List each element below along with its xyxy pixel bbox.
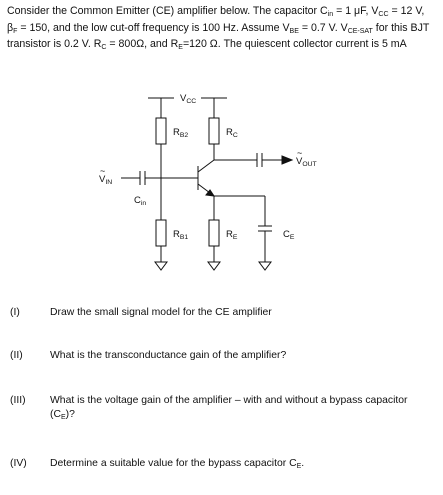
rc-sub: C: [101, 44, 107, 52]
beta-sub: F: [13, 27, 18, 35]
question-number: (IV): [10, 458, 27, 469]
re-sub: E: [178, 44, 183, 52]
intro-text: =120 Ω. The quiescent collector current is 5 mA: [182, 38, 407, 51]
question-number: (I): [10, 307, 20, 318]
intro-text: for this BJT transistor is 0.2 V. R: [7, 21, 430, 51]
question-text: What is the voltage gain of the amplifier – with and without a bypass capacitor $(C_E)$?: [50, 395, 408, 422]
rc-label: $R_C$: [226, 127, 238, 139]
question-text: What is the transconductance gain of the amplifier?: [50, 350, 287, 361]
question-text: Determine a suitable value for the bypass capacitor $C_E$.: [50, 458, 305, 470]
ce-label: $C_E$: [283, 229, 295, 241]
question-text: Draw the small signal model for the CE amplifier: [50, 307, 272, 318]
rb1-label: $R_{B1}$: [173, 229, 189, 241]
rb2-label: $R_{B2}$: [173, 127, 189, 139]
cin-sub: in: [327, 11, 334, 18]
vout-tilde: ~: [297, 148, 303, 158]
intro-text: = 0.7 V. V: [298, 21, 348, 34]
cin-label: $C_{in}$: [134, 195, 147, 207]
intro-text: = 150, and the low cut-off frequency is 100 Hz. Assume V: [17, 21, 290, 34]
re-label: $R_E$: [226, 229, 238, 241]
vbe-sub: BE: [289, 27, 299, 35]
intro-text: Consider the Common Emitter (CE) amplifier below. The capacitor C: [7, 5, 328, 17]
vcc-label: $V_{CC}$: [180, 93, 197, 105]
intro-text: = 1 μF, V: [333, 5, 379, 17]
intro-text: = 800Ω, and R: [106, 38, 179, 51]
vin-tilde: ~: [100, 166, 106, 176]
question-number: (II): [10, 350, 23, 361]
intro-text: = 12 V, β: [7, 5, 425, 34]
vcesat-sub: CE-SAT: [347, 27, 373, 35]
vin-label: $V_{IN}$: [99, 174, 113, 186]
question-number: (III): [10, 395, 26, 406]
vout-label: $V_{OUT}$: [296, 156, 317, 168]
vcc-sub: CC: [378, 11, 389, 18]
